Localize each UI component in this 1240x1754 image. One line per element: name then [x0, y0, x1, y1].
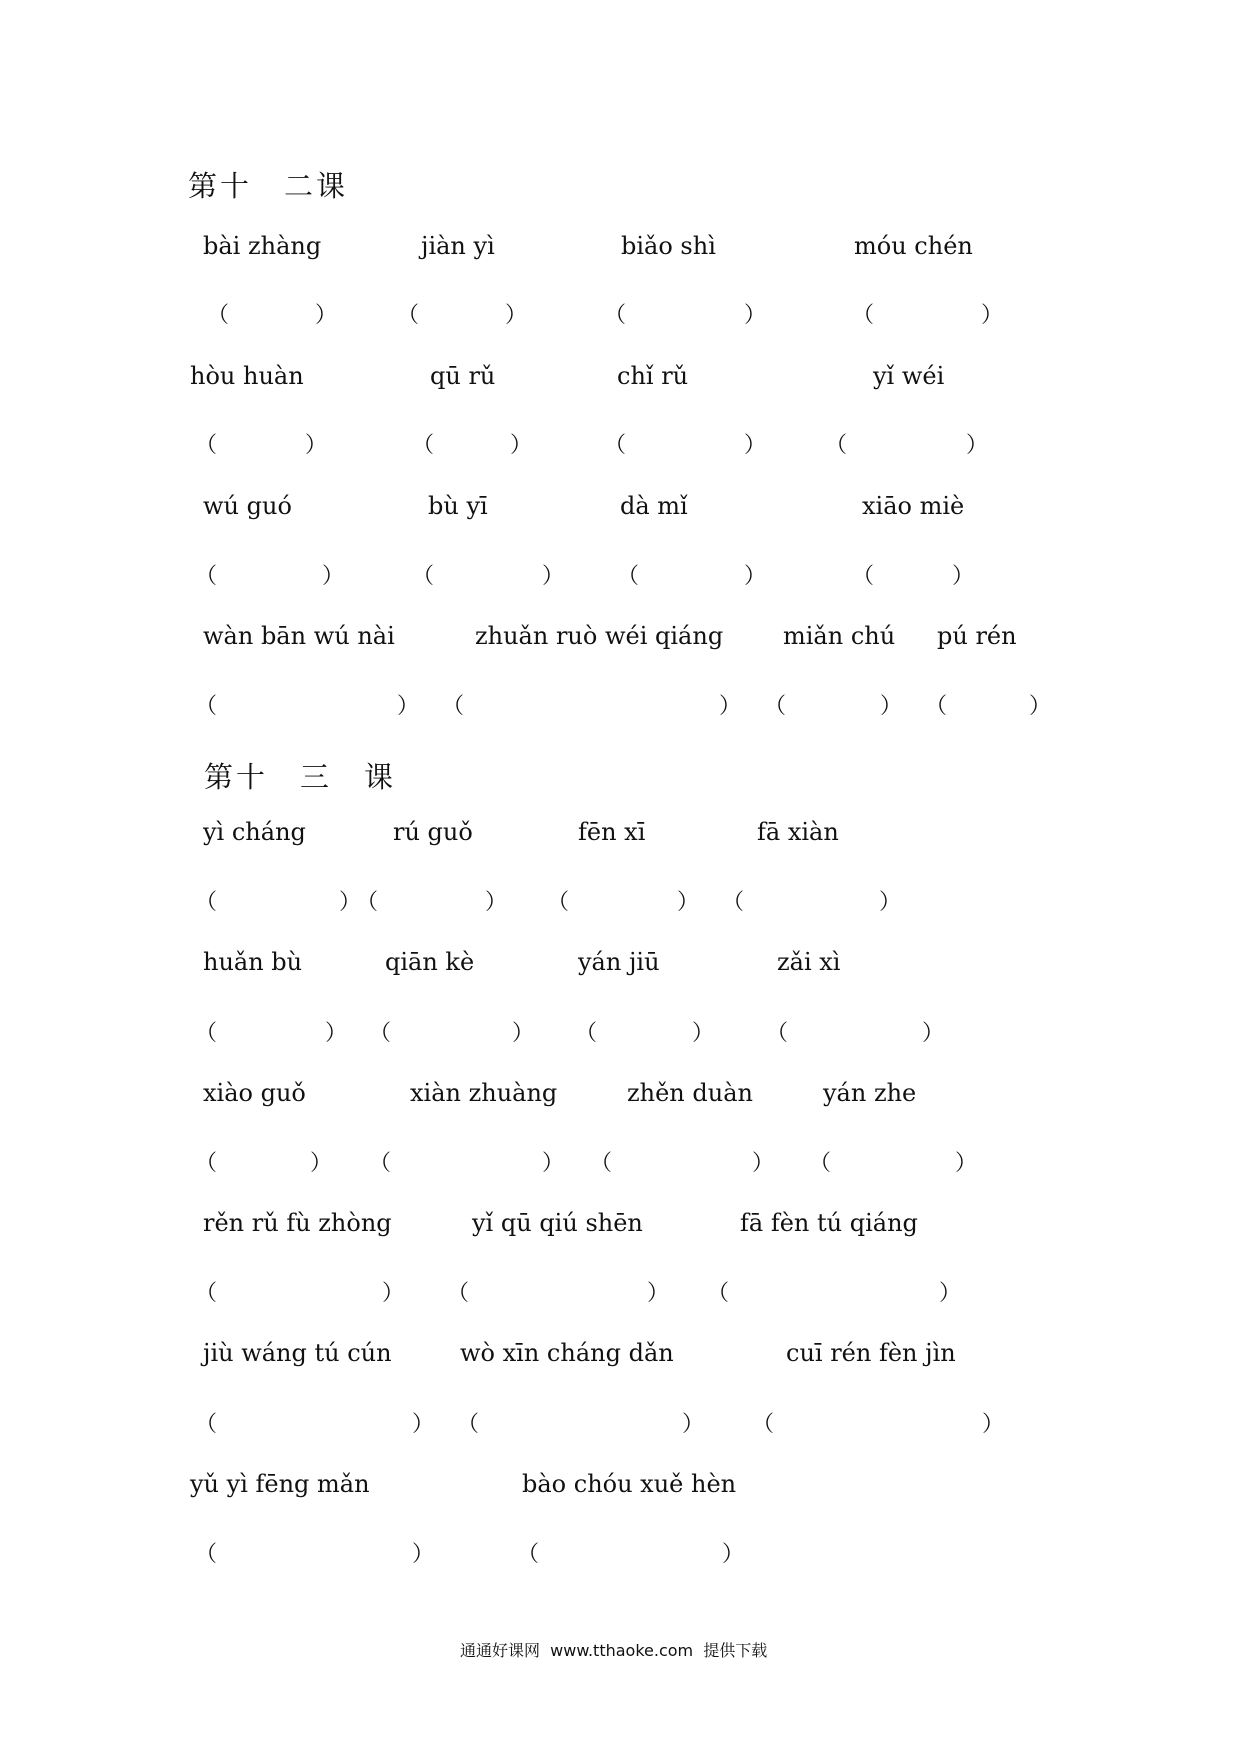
lesson-13-pinyin: xiàn zhuàng — [410, 1079, 558, 1107]
lesson-13-pinyin: yán zhe — [823, 1079, 917, 1107]
lesson-13-pinyin: qiān kè — [385, 948, 475, 976]
lesson-12-answer-open-bracket: （ — [412, 433, 435, 458]
lesson-12-answer-open-bracket: （ — [195, 694, 218, 719]
lesson-12-answer-open-bracket: （ — [852, 303, 875, 328]
lesson-13-answer-close-bracket: ） — [955, 1151, 978, 1176]
lesson-12-answer-open-bracket: （ — [852, 564, 875, 589]
lesson-12-pinyin: miǎn chú — [783, 622, 896, 650]
lesson-12-answer-open-bracket: （ — [604, 433, 627, 458]
lesson-12-answer-open-bracket: （ — [764, 694, 787, 719]
lesson-12-answer-close-bracket: ） — [305, 433, 328, 458]
lesson-13-answer-close-bracket: ） — [722, 1542, 745, 1567]
lesson-12-answer-close-bracket: ） — [952, 564, 975, 589]
lesson-13-pinyin: zǎi xì — [777, 948, 841, 976]
lesson-13-answer-open-bracket: （ — [195, 1021, 218, 1046]
lesson-13-pinyin: fā xiàn — [757, 818, 839, 846]
lesson-12-answer-close-bracket: ） — [744, 564, 767, 589]
lesson-12-answer-close-bracket: ） — [397, 694, 420, 719]
lesson-12-answer-open-bracket: （ — [195, 564, 218, 589]
lesson-13-pinyin: jiù wáng tú cún — [203, 1339, 392, 1367]
lesson-13-answer-close-bracket: ） — [682, 1412, 705, 1437]
lesson-13-pinyin: cuī rén fèn jìn — [786, 1339, 956, 1367]
lesson-13-answer-close-bracket: ） — [382, 1281, 405, 1306]
lesson-12-answer-close-bracket: ） — [542, 564, 565, 589]
lesson-12-pinyin: zhuǎn ruò wéi qiáng — [475, 622, 724, 650]
lesson-13-pinyin: rěn rǔ fù zhòng — [203, 1209, 392, 1237]
lesson-13-answer-open-bracket: （ — [809, 1151, 832, 1176]
lesson-13-answer-open-bracket: （ — [517, 1542, 540, 1567]
lesson-13-answer-close-bracket: ） — [692, 1021, 715, 1046]
lesson-12-pinyin: bù yī — [428, 492, 488, 520]
lesson-13-answer-open-bracket: （ — [369, 1151, 392, 1176]
lesson-13-answer-close-bracket: ） — [412, 1412, 435, 1437]
lesson-12-answer-close-bracket: ） — [719, 694, 742, 719]
lesson-12-answer-close-bracket: ） — [880, 694, 903, 719]
lesson-13-answer-close-bracket: ） — [677, 890, 700, 915]
lesson-13-answer-open-bracket: （ — [707, 1281, 730, 1306]
lesson-12-answer-open-bracket: （ — [825, 433, 848, 458]
lesson-13-answer-open-bracket: （ — [457, 1412, 480, 1437]
lesson-13-pinyin: fā fèn tú qiáng — [740, 1209, 918, 1237]
lesson-13-answer-open-bracket: （ — [369, 1021, 392, 1046]
lesson-13-answer-close-bracket: ） — [512, 1021, 535, 1046]
lesson-12-answer-open-bracket: （ — [925, 694, 948, 719]
lesson-13-pinyin: fēn xī — [578, 818, 646, 846]
lesson-13-answer-close-bracket: ） — [412, 1542, 435, 1567]
lesson-12-answer-close-bracket: ） — [744, 303, 767, 328]
lesson-13-pinyin: yán jiū — [578, 948, 660, 976]
lesson-12-pinyin: wú guó — [203, 492, 292, 520]
lesson-12-answer-close-bracket: ） — [322, 564, 345, 589]
lesson-12-answer-close-bracket: ） — [505, 303, 528, 328]
lesson-13-answer-close-bracket: ） — [982, 1412, 1005, 1437]
lesson-12-answer-open-bracket: （ — [604, 303, 627, 328]
lesson-13-answer-open-bracket: （ — [195, 890, 218, 915]
lesson-12-pinyin: dà mǐ — [620, 492, 688, 520]
lesson-13-answer-open-bracket: （ — [575, 1021, 598, 1046]
lesson-12-pinyin: chǐ rǔ — [617, 362, 689, 390]
lesson-13-answer-open-bracket: （ — [547, 890, 570, 915]
lesson-12-pinyin: móu chén — [854, 232, 973, 260]
lesson-13-pinyin: zhěn duàn — [627, 1079, 753, 1107]
lesson-12-title: 第十 二课 — [188, 169, 349, 203]
lesson-12-answer-close-bracket: ） — [1029, 694, 1052, 719]
lesson-13-answer-open-bracket: （ — [195, 1281, 218, 1306]
lesson-12-pinyin: yǐ wéi — [873, 362, 945, 390]
lesson-12-answer-close-bracket: ） — [315, 303, 338, 328]
lesson-13-answer-open-bracket: （ — [766, 1021, 789, 1046]
lesson-12-answer-open-bracket: （ — [397, 303, 420, 328]
lesson-12-pinyin: qū rǔ — [430, 362, 496, 390]
lesson-13-answer-close-bracket: ） — [485, 890, 508, 915]
lesson-13-answer-open-bracket: （ — [195, 1412, 218, 1437]
lesson-13-answer-close-bracket: ） — [879, 890, 902, 915]
lesson-12-answer-close-bracket: ） — [966, 433, 989, 458]
lesson-13-pinyin: xiào guǒ — [203, 1079, 306, 1107]
lesson-13-pinyin: rú guǒ — [393, 818, 473, 846]
lesson-13-answer-open-bracket: （ — [195, 1542, 218, 1567]
lesson-13-answer-open-bracket: （ — [447, 1281, 470, 1306]
lesson-13-pinyin: yì cháng — [203, 818, 306, 846]
lesson-12-pinyin: biǎo shì — [621, 232, 716, 260]
lesson-13-answer-open-bracket: （ — [722, 890, 745, 915]
lesson-12-answer-open-bracket: （ — [412, 564, 435, 589]
lesson-13-pinyin: yǔ yì fēng mǎn — [190, 1470, 370, 1498]
lesson-12-pinyin: wàn bān wú nài — [203, 622, 395, 650]
lesson-12-pinyin: hòu huàn — [190, 362, 304, 390]
lesson-13-answer-close-bracket: ） — [325, 1021, 348, 1046]
lesson-12-answer-open-bracket: （ — [195, 433, 218, 458]
footer-credit: 通通好课网 www.tthaoke.com 提供下载 — [460, 1641, 768, 1660]
lesson-13-pinyin: bào chóu xuě hèn — [522, 1470, 737, 1498]
lesson-13-answer-open-bracket: （ — [356, 890, 379, 915]
lesson-13-pinyin: huǎn bù — [203, 948, 303, 976]
lesson-13-pinyin: yǐ qū qiú shēn — [472, 1209, 643, 1237]
lesson-13-answer-open-bracket: （ — [590, 1151, 613, 1176]
lesson-13-answer-close-bracket: ） — [647, 1281, 670, 1306]
lesson-13-answer-close-bracket: ） — [339, 890, 362, 915]
lesson-13-answer-close-bracket: ） — [542, 1151, 565, 1176]
lesson-13-answer-close-bracket: ） — [939, 1281, 962, 1306]
lesson-12-answer-close-bracket: ） — [510, 433, 533, 458]
lesson-13-answer-open-bracket: （ — [752, 1412, 775, 1437]
lesson-12-pinyin: xiāo miè — [862, 492, 965, 520]
lesson-12-answer-open-bracket: （ — [442, 694, 465, 719]
lesson-13-pinyin: wò xīn cháng dǎn — [460, 1339, 674, 1367]
lesson-12-pinyin: bài zhàng — [203, 232, 322, 260]
lesson-12-pinyin: jiàn yì — [421, 232, 495, 260]
lesson-13-answer-open-bracket: （ — [195, 1151, 218, 1176]
lesson-13-answer-close-bracket: ） — [922, 1021, 945, 1046]
lesson-12-answer-close-bracket: ） — [744, 433, 767, 458]
lesson-13-title: 第十 三 课 — [204, 760, 397, 794]
lesson-13-answer-close-bracket: ） — [752, 1151, 775, 1176]
lesson-12-answer-open-bracket: （ — [617, 564, 640, 589]
lesson-12-answer-close-bracket: ） — [981, 303, 1004, 328]
lesson-12-pinyin: pú rén — [937, 622, 1017, 650]
lesson-13-answer-close-bracket: ） — [310, 1151, 333, 1176]
lesson-12-answer-open-bracket: （ — [207, 303, 230, 328]
